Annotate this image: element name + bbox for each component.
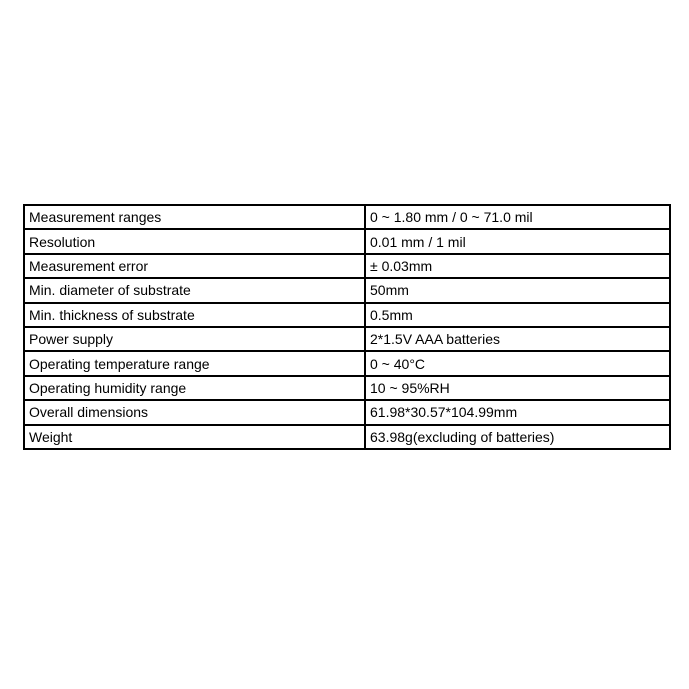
specifications-table-body <box>24 205 670 449</box>
spec-value: 61.98*30.57*104.99mm <box>365 400 670 424</box>
spec-parameter: Overall dimensions <box>24 400 365 424</box>
table-row <box>24 400 670 424</box>
spec-parameter: Operating humidity range <box>24 376 365 400</box>
table-row <box>24 376 670 400</box>
spec-parameter: Operating temperature range <box>24 351 365 375</box>
spec-value: 0 ~ 1.80 mm / 0 ~ 71.0 mil <box>365 205 670 229</box>
spec-parameter: Resolution <box>24 229 365 253</box>
table-row <box>24 425 670 449</box>
spec-value: 0.5mm <box>365 303 670 327</box>
spec-parameter: Measurement error <box>24 254 365 278</box>
spec-value: 0.01 mm / 1 mil <box>365 229 670 253</box>
table-row <box>24 254 670 278</box>
table-row <box>24 229 670 253</box>
spec-value: 50mm <box>365 278 670 302</box>
table-row <box>24 327 670 351</box>
spec-parameter: Min. diameter of substrate <box>24 278 365 302</box>
table-row <box>24 303 670 327</box>
specifications-table <box>23 204 671 450</box>
spec-parameter: Min. thickness of substrate <box>24 303 365 327</box>
spec-value: ± 0.03mm <box>365 254 670 278</box>
table-row <box>24 278 670 302</box>
table-row <box>24 351 670 375</box>
spec-value: 0 ~ 40°C <box>365 351 670 375</box>
spec-parameter: Measurement ranges <box>24 205 365 229</box>
table-row <box>24 205 670 229</box>
spec-parameter: Weight <box>24 425 365 449</box>
spec-value: 10 ~ 95%RH <box>365 376 670 400</box>
spec-value: 2*1.5V AAA batteries <box>365 327 670 351</box>
spec-value: 63.98g(excluding of batteries) <box>365 425 670 449</box>
spec-parameter: Power supply <box>24 327 365 351</box>
